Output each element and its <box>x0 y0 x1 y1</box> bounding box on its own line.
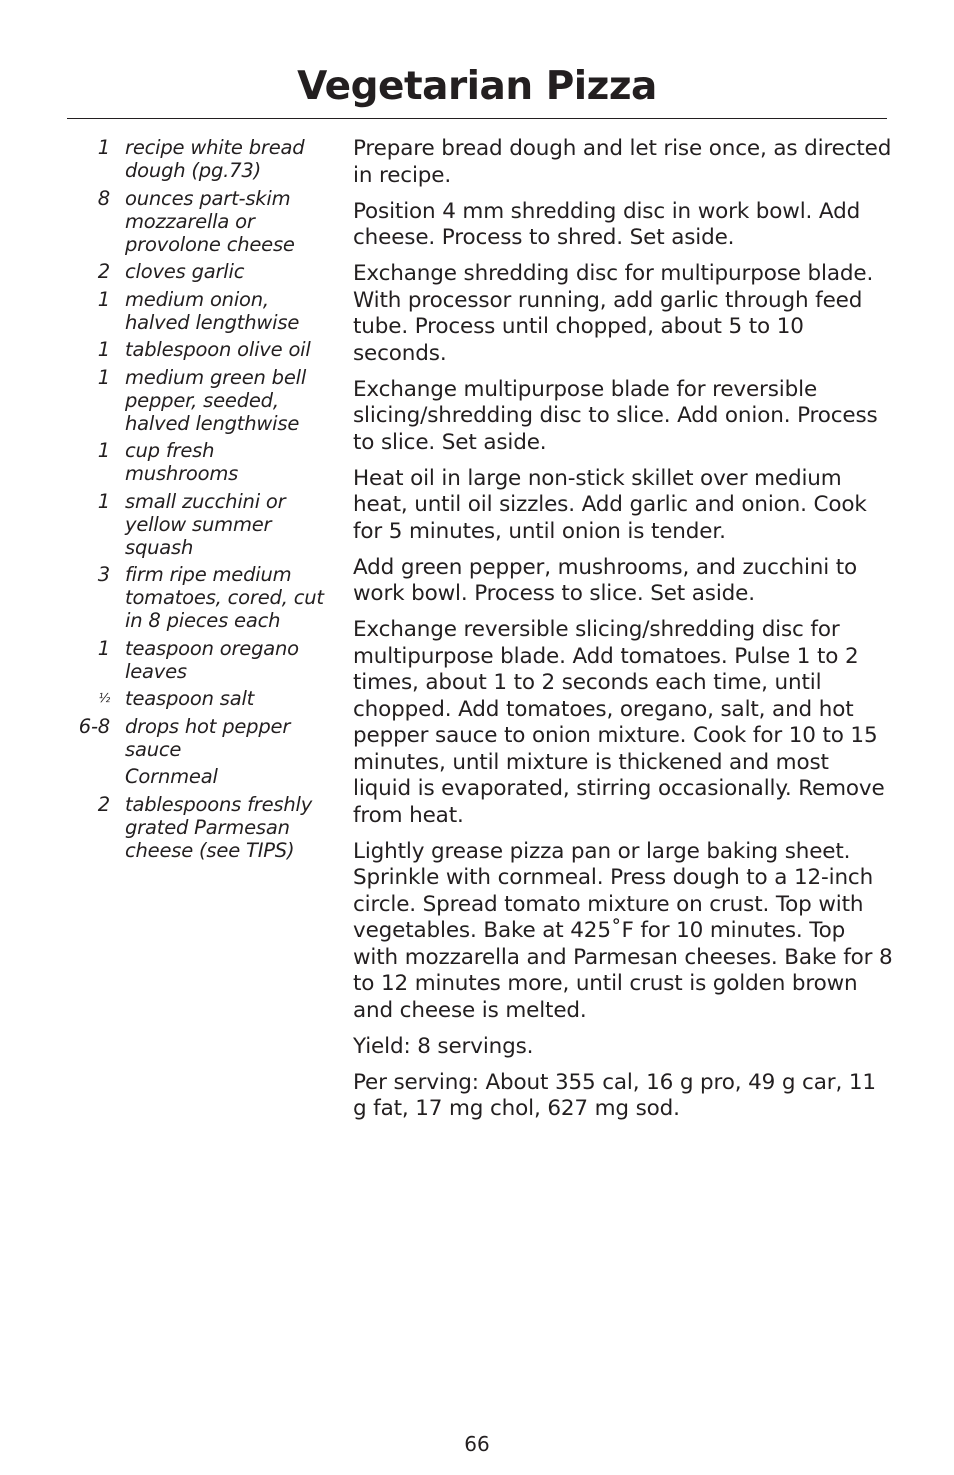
ingredient-text: tablespoon olive oil <box>125 338 311 361</box>
ingredient-text: drops hot pepper sauce <box>125 714 291 761</box>
ingredient-item <box>70 288 330 334</box>
ingredient-text: cup fresh mushrooms <box>125 439 239 485</box>
instructions <box>353 136 893 1132</box>
ingredient-text: cloves garlic <box>125 260 245 283</box>
ingredient-quantity: 2 <box>97 260 110 283</box>
instruction-step: Add green pepper, mushrooms, and zucchini to work bowl. Process to slice. Set aside. <box>353 554 858 606</box>
ingredient-text: tablespoons freshly grated Parmesan cheese (see TIPS) <box>125 792 313 862</box>
ingredient-quantity: 1 <box>97 365 110 389</box>
ingredient-item <box>70 793 330 862</box>
ingredient-item <box>70 765 330 788</box>
ingredient-item <box>70 439 330 485</box>
ingredient-text: teaspoon oregano leaves <box>125 636 299 683</box>
ingredient-quantity: 1 <box>97 636 110 660</box>
ingredient-item <box>70 338 330 361</box>
instruction-step: Lightly grease pizza pan or large baking sheet. Sprinkle with cornmeal. Press dough to a 12-inch circle. Spread tomato mixture on crust. Top with vegetables. Bake at 425˚F for 10 minutes. Top with mozzarella and Parmesan cheeses. Bake for 8 to 12 minutes more, until crust is golden brown and cheese is melted. <box>353 838 893 1023</box>
ingredient-item <box>70 687 330 710</box>
ingredient-item <box>70 715 330 761</box>
ingredient-text: medium onion, halved lengthwise <box>125 287 300 334</box>
ingredient-item <box>70 637 330 683</box>
page-title: Vegetarian Pizza <box>297 64 657 109</box>
ingredient-quantity: 6-8 <box>78 714 110 738</box>
ingredient-text: firm ripe medium tomatoes, cored, cut in 8 pieces each <box>125 563 324 632</box>
ingredient-item <box>70 260 330 283</box>
ingredient-quantity: 2 <box>97 792 110 816</box>
instruction-step: Exchange multipurpose blade for reversible slicing/shredding disc to slice. Add onion. Process to slice. Set aside. <box>353 376 878 455</box>
ingredient-quantity: 1 <box>97 287 110 311</box>
instruction-step: Position 4 mm shredding disc in work bowl. Add cheese. Process to shred. Set aside. <box>353 198 861 250</box>
nutrition-text: Per serving: About 355 cal, 16 g pro, 49 g car, 11 g fat, 17 mg chol, 627 mg sod. <box>353 1069 876 1121</box>
ingredient-list <box>70 136 330 866</box>
ingredient-quantity: 1 <box>97 136 110 159</box>
ingredient-quantity: 3 <box>97 563 110 586</box>
ingredient-text: medium green bell pepper, seeded, halved lengthwise <box>125 365 307 435</box>
ingredient-text: teaspoon salt <box>125 687 255 710</box>
ingredient-item <box>70 136 330 182</box>
ingredient-text: Cornmeal <box>125 765 218 788</box>
ingredient-quantity: ½ <box>98 691 110 705</box>
instruction-step: Exchange reversible slicing/shredding disc for multipurpose blade. Add tomatoes. Pulse 1 to 2 times, about 1 to 2 seconds each time, until chopped. Add tomatoes, oregano, salt, and hot pepper sauce to onion mixture. Cook for 10 to 15 minutes, until mixture is thickened and most liquid is evaporated, stirring occasionally. Remove from heat. <box>353 617 885 828</box>
ingredient-item <box>70 366 330 435</box>
ingredient-quantity: 1 <box>97 338 110 361</box>
title-divider <box>67 118 887 119</box>
ingredient-text: small zucchini or yellow summer squash <box>125 489 286 559</box>
ingredient-item <box>70 490 330 559</box>
ingredient-item <box>70 187 330 256</box>
page-number: 66 <box>464 1432 490 1456</box>
ingredient-text: recipe white bread dough (pg.73) <box>125 136 305 182</box>
yield-text: Yield: 8 servings. <box>353 1033 534 1059</box>
ingredient-quantity: 1 <box>97 439 110 462</box>
ingredient-text: ounces part-skim mozzarella or provolone cheese <box>125 186 295 256</box>
instruction-step: Prepare bread dough and let rise once, as directed in recipe. <box>353 136 892 188</box>
instruction-step: Heat oil in large non-stick skillet over medium heat, until oil sizzles. Add garlic and onion. Cook for 5 minutes, until onion is tender. <box>353 465 867 544</box>
ingredient-item <box>70 563 330 632</box>
ingredient-quantity: 8 <box>97 186 110 210</box>
ingredient-quantity: 1 <box>97 489 110 513</box>
instruction-step: Exchange shredding disc for multipurpose blade. With processor running, add garlic through feed tube. Process until chopped, about 5 to 10 seconds. <box>353 261 874 366</box>
